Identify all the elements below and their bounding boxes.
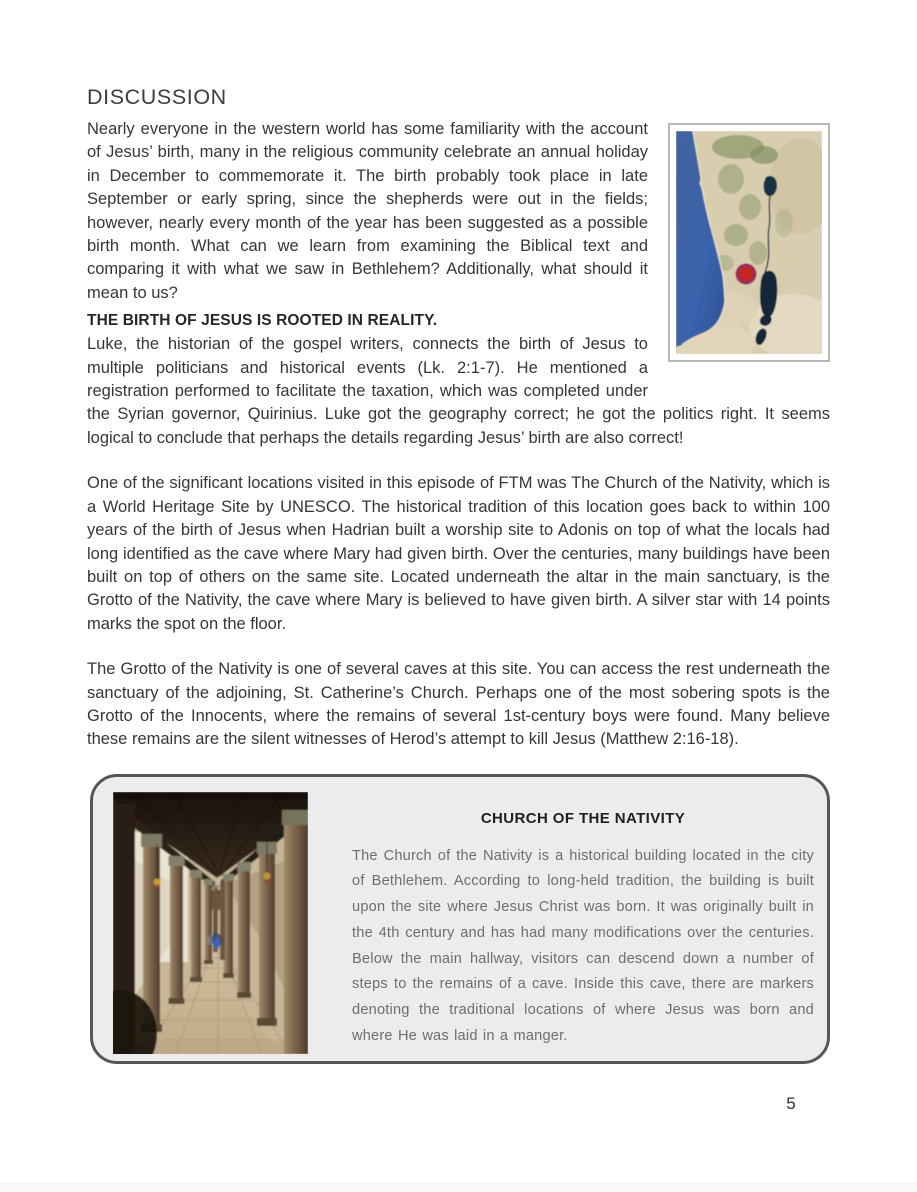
paragraph-church: One of the significant locations visited in this episode of FTM was The Church of the Nativity, which is a World Heritage Site by UNESCO. The historical tradition of this location goes back to within 100 years of the birth of Jesus when Hadrian built a worship site to Adonis on top of what the locals had long identified as the cave where Mary had given birth. Over the centuries, many buildings have been built on top of others on the same site. Located underneath the altar in the main sanctuary, is the Grotto of the Nativity, the cave where Mary is believed to have given birth. A silver star with 14 points marks the spot on the floor. [87,474,830,633]
paragraph-grotto: The Grotto of the Nativity is one of several caves at this site. You can access the rest underneath the sanctuary of the adjoining, St. Catherine’s Church. Perhaps one of the most sobering spots is the Grotto of the Innocents, where the remains of several 1st-century boys were found. Many believe these remains are the silent witnesses of Herod’s attempt to kill Jesus (Matthew 2:16-18). [87,660,830,749]
map-marker-dot [740,268,753,281]
section-subheading: THE BIRTH OF JESUS IS ROOTED IN REALITY. [87,312,438,330]
church-of-nativity-callout-box [90,774,830,1064]
paragraph-intro: Nearly everyone in the western world has some familiarity with the account of Jesus’ birth, many in the religious community celebrate an annual holiday in December to commemorate it. The birth probably took place in late September or early spring, since the shepherds were out in the fields; however, nearly every month of the year has been suggested as a possible birth month. What can we learn from examining the Biblical text and comparing it with what we saw in Bethlehem? Additionally, what should it mean to us? [87,120,648,302]
paragraph-luke: Luke, the historian of the gospel writers, connects the birth of Jesus to multiple politicians and historical events (Lk. 2:1-7). He mentioned a registration performed to facilitate the taxation, which was completed under the Syrian governor, Quirinius. Luke got the geography correct; he got the politics right. It seems logical to conclude that perhaps the details regarding Jesus’ birth are also correct! [87,335,830,447]
page-title: DISCUSSION [87,85,227,109]
callout-text-column [308,792,814,1048]
israel-map-figure [668,123,830,362]
colonnade-photo [113,792,308,1054]
footer-strip [0,1183,917,1192]
page-number: 5 [786,1094,796,1113]
callout-body: The Church of the Nativity is a historical building located in the city of Bethlehem. According to long-held tradition, the building is built upon the site where Jesus Christ was born. It was originally built in the 4th century and has had many modifications over the centuries. Below the main hallway, visitors can descend down a number of steps to the remains of a cave. Inside this cave, there are markers denoting the traditional locations of where Jesus was born and where He was laid in a manger. [352,847,814,1044]
callout-title: CHURCH OF THE NATIVITY [480,809,686,827]
israel-satellite-map-image [676,131,822,354]
colonnade-photo-image [113,792,308,1054]
